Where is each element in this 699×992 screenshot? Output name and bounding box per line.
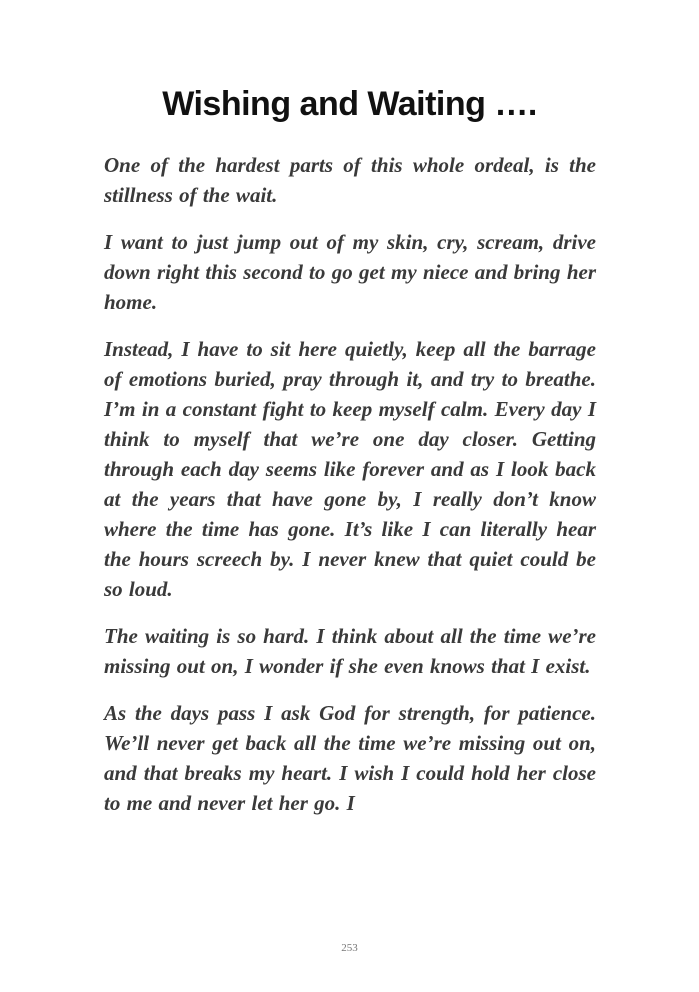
paragraph: One of the hardest parts of this whole ordeal, is the stillness of the wait. <box>104 153 596 207</box>
page-number: 253 <box>341 942 358 954</box>
paragraph: I want to just jump out of my skin, cry, scream, drive down right this second to go get my niece and bring her home. <box>104 230 596 314</box>
page-title: Wishing and Waiting …. <box>162 85 537 123</box>
paragraph: As the days pass I ask God for strength, for patience. We’ll never get back all the time we’re missing out on, and that breaks my heart. I wish I could hold her close to me and never let her go. I <box>104 701 596 815</box>
paragraph: The waiting is so hard. I think about all the time we’re missing out on, I wonder if she even knows that I exist. <box>104 624 596 678</box>
body-text <box>104 150 596 835</box>
paragraph: Instead, I have to sit here quietly, keep all the barrage of emotions buried, pray through it, and try to breathe. I’m in a constant fight to keep myself calm. Every day I think to myself that we’re one day closer. Getting through each day seems like forever and as I look back at the years that have gone by, I really don’t know where the time has gone. It’s like I can literally hear the hours screech by. I never knew that quiet could be so loud. <box>104 337 596 601</box>
